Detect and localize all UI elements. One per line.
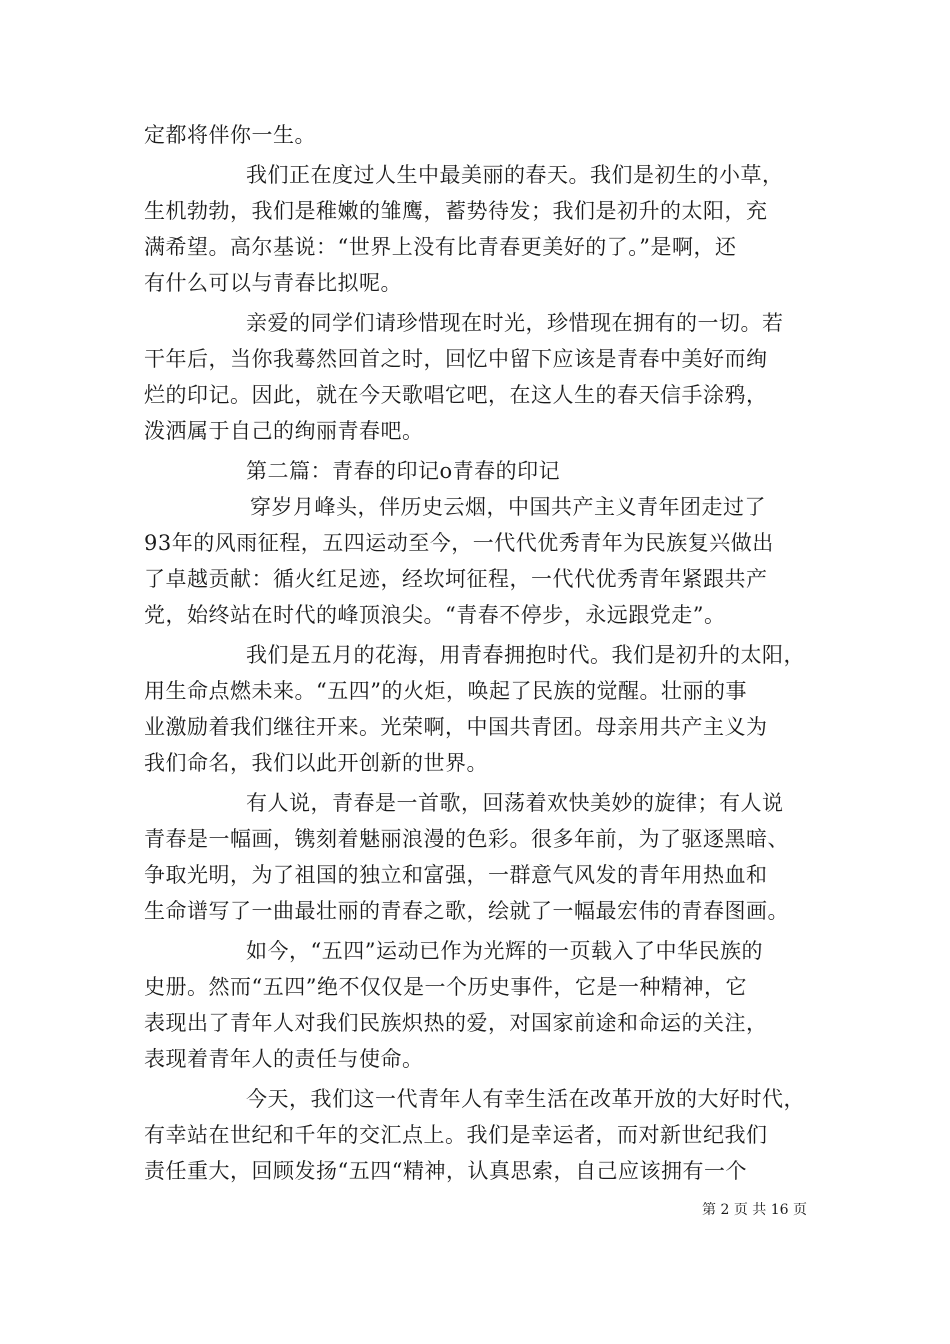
paragraph-line: 满希望。高尔基说：“世界上没有比青春更美好的了。”是啊，还 (144, 235, 737, 259)
page-number: 第 2 页 共 16 页 (702, 1202, 807, 1218)
paragraph-line: 穿岁月峰头，伴历史云烟，中国共产主义青年团走过了 (250, 495, 766, 519)
paragraph-line: 定都将伴你一生。 (144, 123, 316, 147)
paragraph-line: 我们正在度过人生中最美丽的春天。我们是初生的小草， (246, 163, 784, 187)
paragraph-line: 责任重大，回顾发扬“五四“精神，认真思索，自己应该拥有一个 (144, 1159, 747, 1183)
paragraph-line: 93年的风雨征程，五四运动至今，一代代优秀青年为民族复兴做出 (144, 531, 774, 555)
paragraph-line: 青春是一幅画，镌刻着魅丽浪漫的色彩。很多年前，为了驱逐黑暗、 (144, 827, 789, 851)
paragraph-line: 亲爱的同学们请珍惜现在时光，珍惜现在拥有的一切。若 (246, 311, 784, 335)
paragraph-line: 今天，我们这一代青年人有幸生活在改革开放的大好时代， (246, 1087, 805, 1111)
paragraph-line: 史册。然而“五四”绝不仅仅是一个历史事件，它是一种精神，它 (144, 975, 747, 999)
paragraph-line: 我们是五月的花海，用青春拥抱时代。我们是初升的太阳， (246, 643, 805, 667)
paragraph-line: 争取光明，为了祖国的独立和富强，一群意气风发的青年用热血和 (144, 863, 768, 887)
paragraph-line: 生命谱写了一曲最壮丽的青春之歌，绘就了一幅最宏伟的青春图画。 (144, 899, 789, 923)
paragraph-line: 我们命名，我们以此开创新的世界。 (144, 751, 488, 775)
paragraph-line: 用生命点燃未来。“五四”的火炬，唤起了民族的觉醒。壮丽的事 (144, 679, 747, 703)
section-heading: 第二篇：青春的印记o青春的印记 (246, 459, 561, 483)
paragraph-line: 有幸站在世纪和千年的交汇点上。我们是幸运者，而对新世纪我们 (144, 1123, 768, 1147)
paragraph-line: 有什么可以与青春比拟呢。 (144, 271, 402, 295)
paragraph-line: 如今，“五四”运动已作为光辉的一页载入了中华民族的 (246, 939, 763, 963)
paragraph-line: 表现着青年人的责任与使命。 (144, 1047, 424, 1071)
paragraph-line: 生机勃勃，我们是稚嫩的雏鹰，蓄势待发；我们是初升的太阳，充 (144, 199, 768, 223)
paragraph-line: 泼洒属于自己的绚丽青春吧。 (144, 419, 424, 443)
paragraph-line: 烂的印记。因此，就在今天歌唱它吧，在这人生的春天信手涂鸦， (144, 383, 768, 407)
paragraph-line: 党，始终站在时代的峰顶浪尖。“青春不停步，永远跟党走”。 (144, 603, 726, 627)
paragraph-line: 了卓越贡献：循火红足迹，经坎坷征程，一代代优秀青年紧跟共产 (144, 567, 768, 591)
paragraph-line: 干年后，当你我蓦然回首之时，回忆中留下应该是青春中美好而绚 (144, 347, 768, 371)
paragraph-line: 表现出了青年人对我们民族炽热的爱，对国家前途和命运的关注， (144, 1011, 768, 1035)
paragraph-line: 有人说，青春是一首歌，回荡着欢快美妙的旋律；有人说 (246, 791, 784, 815)
paragraph-line: 业激励着我们继往开来。光荣啊，中国共青团。母亲用共产主义为 (144, 715, 768, 739)
